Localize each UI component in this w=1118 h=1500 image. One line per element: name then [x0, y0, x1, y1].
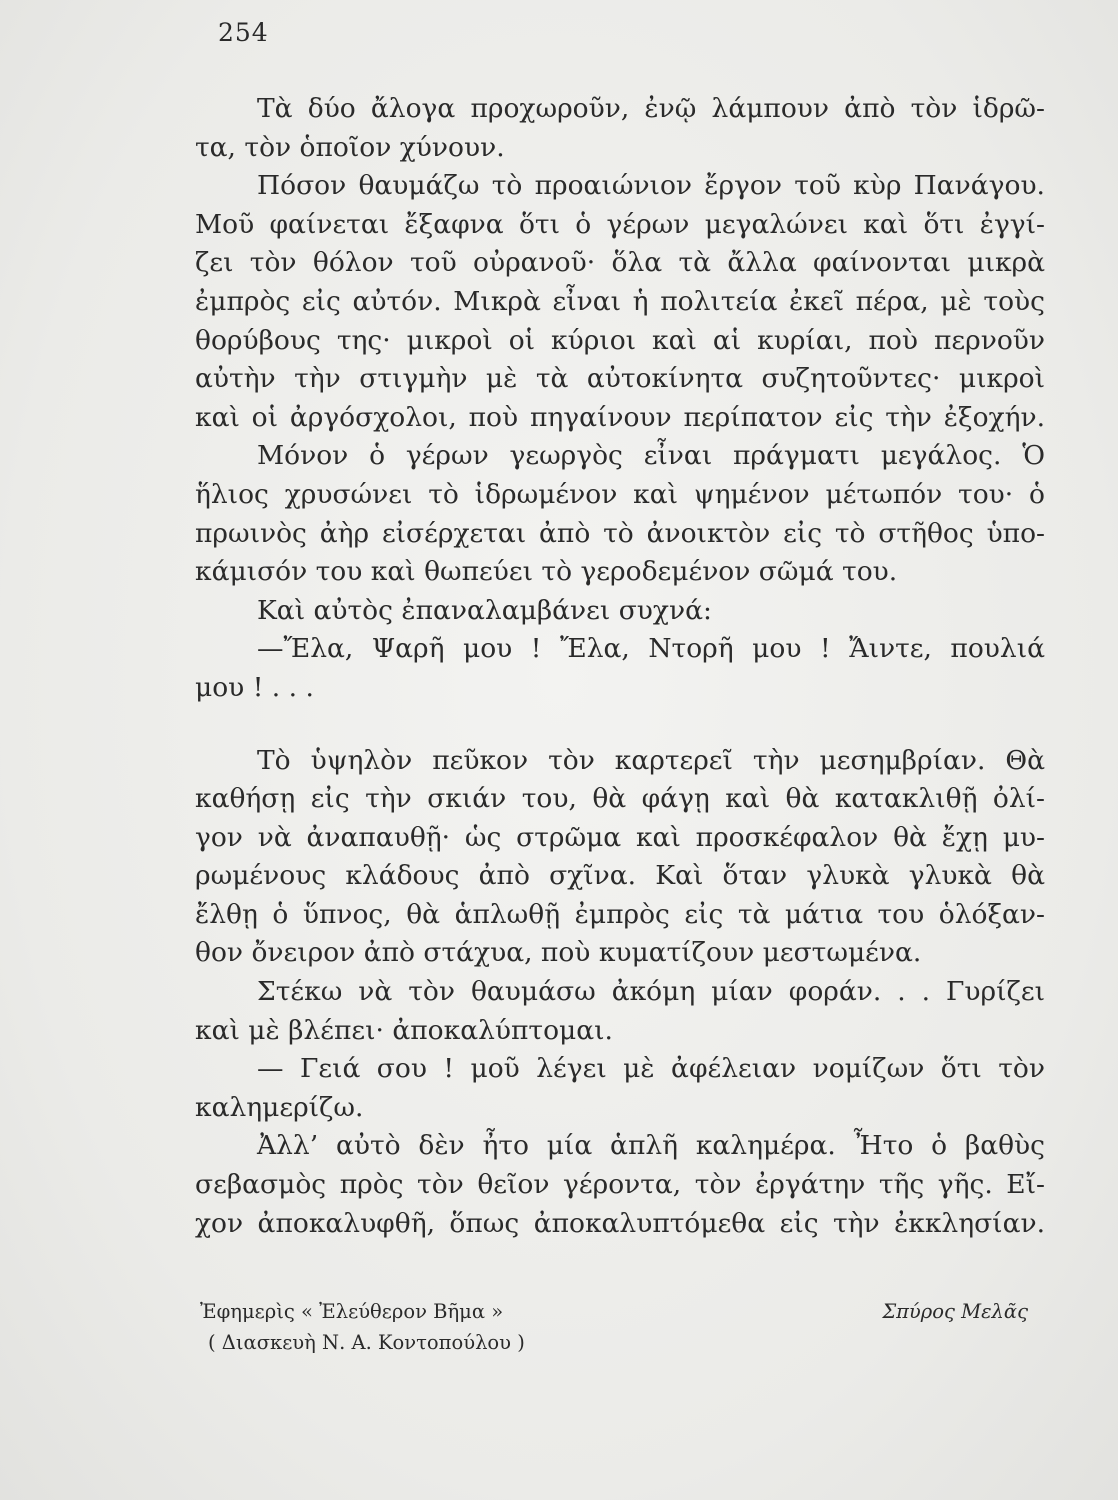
text-line: κάμισόν του καὶ θωπεύει τὸ γεροδεμένον σῶμά του. [195, 556, 898, 588]
text-line: θορύβους της· μικροὶ οἱ κύριοι καὶ αἱ κυρίαι, ποὺ περνοῦν [195, 324, 1045, 356]
text-line: — Γειά σου ! μοῦ λέγει μὲ ἀφέλειαν νομίζων ὅτι τὸν [257, 1053, 1045, 1085]
text-line: ἔλθῃ ὁ ὕπνος, θὰ ἁπλωθῇ ἐμπρὸς εἰς τὰ μάτια του ὁλόξαν- [195, 898, 1045, 930]
text-line: ζει τὸν θόλον τοῦ οὐρανοῦ· ὅλα τὰ ἄλλα φαίνονται μικρὰ [195, 247, 1045, 279]
text-line: Τὰ δύο ἄλογα προχωροῦν, ἐνῷ λάμπουν ἀπὸ τὸν ἱδρῶ- [257, 93, 1045, 124]
text-line: —Ἔλα, Ψαρῆ μου ! Ἔλα, Ντορῆ μου ! Ἄιντε, πουλιά [257, 633, 1045, 665]
text-line: Μόνον ὁ γέρων γεωργὸς εἶναι πράγματι μεγάλος. Ὁ [257, 440, 1045, 472]
text-line: Ἀλλ’ αὐτὸ δὲν ἦτο μία ἁπλῆ καλημέρα. Ἦτο ὁ βαθὺς [257, 1130, 1045, 1162]
text-line: καθήσῃ εἰς τὴν σκιάν του, θὰ φάγῃ καὶ θὰ κατακλιθῇ ὀλί- [195, 783, 1045, 815]
text-line: Καὶ αὐτὸς ἐπαναλαμβάνει συχνά: [257, 594, 712, 626]
paragraph-gap [195, 708, 1045, 742]
text-line: Τὸ ὑψηλὸν πεῦκον τὸν καρτερεῖ τὴν μεσημβρίαν. Θὰ [257, 744, 1045, 776]
text-line: καὶ μὲ βλέπει· ἀποκαλύπτομαι. [195, 1014, 613, 1046]
body-text [195, 90, 1045, 1243]
text-line: σεβασμὸς πρὸς τὸν θεῖον γέροντα, τὸν ἐργάτην τῆς γῆς. Εἴ- [195, 1169, 1045, 1201]
text-line: πρωινὸς ἀὴρ εἰσέρχεται ἀπὸ τὸ ἀνοικτὸν εἰς τὸ στῆθος ὑπο- [195, 517, 1045, 549]
text-line: τα, τὸν ὁποῖον χύνουν. [195, 131, 505, 163]
text-line: μου ! . . . [195, 671, 314, 703]
text-line: Πόσον θαυμάζω τὸ προαιώνιον ἔργον τοῦ κὺρ Πανάγου. [257, 170, 1045, 202]
text-line: ἐμπρὸς εἰς αὐτόν. Μικρὰ εἶναι ἡ πολιτεία ἐκεῖ πέρα, μὲ τοὺς [195, 285, 1045, 317]
text-line: ἥλιος χρυσώνει τὸ ἱδρωμένον καὶ ψημένον μέτωπόν του· ὁ [195, 478, 1045, 510]
text-line: Στέκω νὰ τὸν θαυμάσω ἀκόμη μίαν φοράν. . . Γυρίζει [257, 976, 1045, 1008]
text-line: χον ἀποκαλυφθῆ, ὅπως ἀποκαλυπτόμεθα εἰς τὴν ἐκκλησίαν. [195, 1207, 1045, 1239]
text-line: θον ὄνειρον ἀπὸ στάχυα, ποὺ κυματίζουν μεστωμένα. [195, 937, 922, 969]
adaptation-note: ( Διασκευὴ Ν. Α. Κοντοπούλου ) [208, 1331, 525, 1354]
text-line: γον νὰ ἀναπαυθῇ· ὡς στρῶμα καὶ προσκέφαλον θὰ ἔχῃ μυ- [195, 821, 1045, 853]
text-line: καλημερίζω. [195, 1091, 364, 1123]
author-signature: Σπύρος Μελᾶς [882, 1300, 1028, 1323]
text-line: αὐτὴν τὴν στιγμὴν μὲ τὰ αὐτοκίνητα συζητοῦντες· μικροὶ [195, 363, 1045, 395]
text-line: Μοῦ φαίνεται ἔξαφνα ὅτι ὁ γέρων μεγαλώνει καὶ ὅτι ἐγγί- [195, 208, 1045, 240]
text-line: ρωμένους κλάδους ἀπὸ σχῖνα. Καὶ ὅταν γλυκὰ γλυκὰ θὰ [195, 860, 1045, 892]
page-number: 254 [218, 18, 269, 47]
source-citation: Ἐφημερὶς « Ἐλεύθερον Βῆμα » [200, 1300, 504, 1323]
text-line: καὶ οἱ ἀργόσχολοι, ποὺ πηγαίνουν περίπατον εἰς τὴν ἐξοχήν. [195, 401, 1045, 433]
